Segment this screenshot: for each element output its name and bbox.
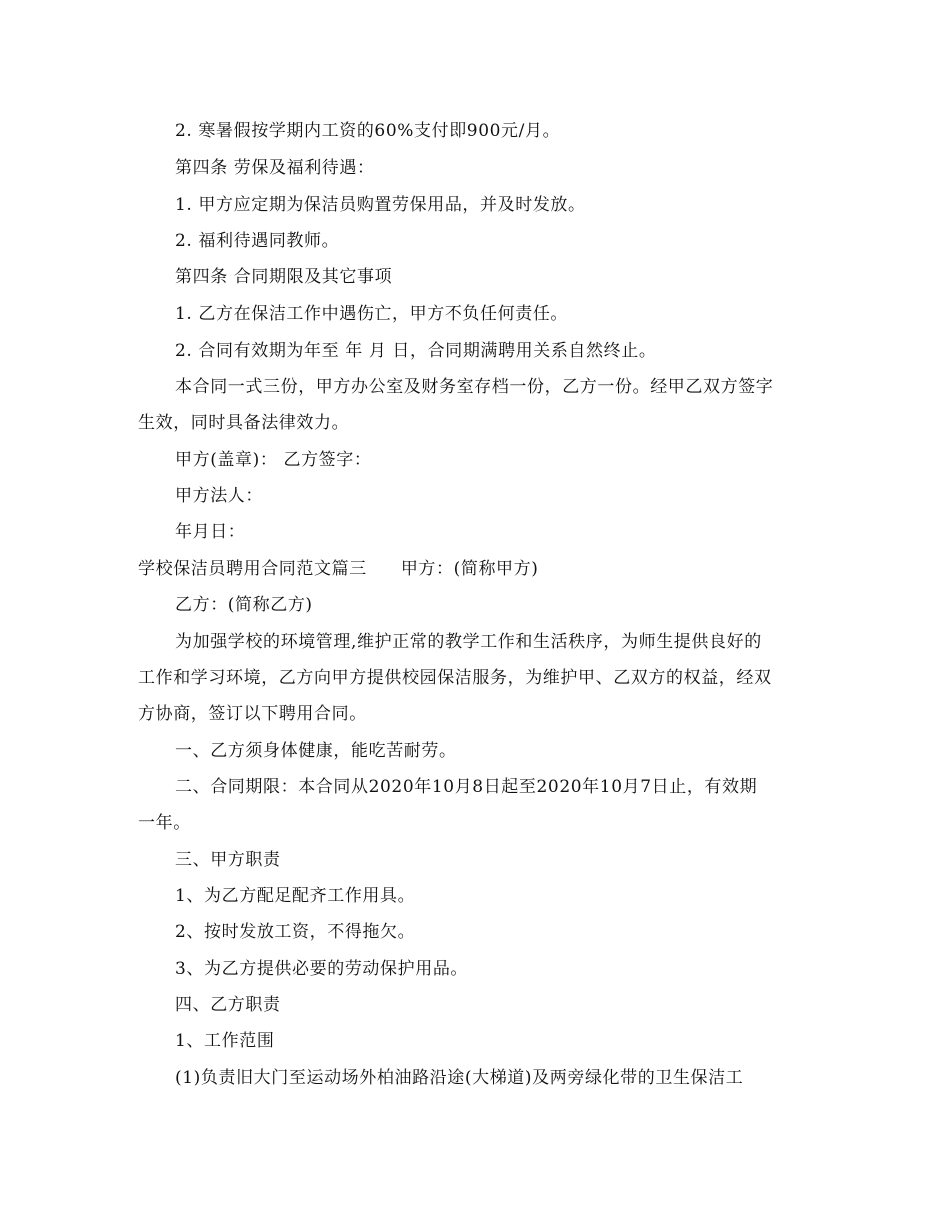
legal-person-line: 甲方法人： [175, 486, 263, 506]
paragraph-line: 2. 寒暑假按学期内工资的60%支付即900元/月。 [175, 121, 561, 141]
paragraph-line: 为加强学校的环境管理,维护正常的教学工作和生活秩序，为师生提供良好的 [175, 632, 762, 652]
party-a-label: 甲方：(简称甲方) [400, 559, 539, 579]
list-item: 2、按时发放工资，不得拖欠。 [175, 922, 416, 942]
date-line: 年月日： [175, 522, 246, 542]
section-heading: 三、甲方职责 [175, 850, 281, 870]
signature-line: 甲方(盖章)： 乙方签字： [175, 450, 372, 470]
document-title-line [138, 559, 538, 579]
section-heading: 第四条 合同期限及其它事项 [175, 267, 393, 287]
paragraph-line: 2. 福利待遇同教师。 [175, 231, 340, 251]
list-item: (1)负责旧大门至运动场外柏油路沿途(大梯道)及两旁绿化带的卫生保洁工 [175, 1068, 744, 1088]
paragraph-line: 1. 乙方在保洁工作中遇伤亡，甲方不负任何责任。 [175, 304, 569, 324]
clause-line: 二、合同期限：本合同从2020年10月8日起至2020年10月7日止，有效期 [175, 777, 758, 797]
document-title: 学校保洁员聘用合同范文篇三 [138, 559, 367, 579]
paragraph-line: 方协商，签订以下聘用合同。 [138, 704, 367, 724]
party-b-label: 乙方：(简称乙方) [175, 595, 313, 615]
paragraph-line: 工作和学习环境，乙方向甲方提供校园保洁服务，为维护甲、乙双方的权益，经双 [138, 668, 772, 688]
section-heading: 第四条 劳保及福利待遇： [175, 158, 375, 178]
paragraph-line: 本合同一式三份，甲方办公室及财务室存档一份，乙方一份。经甲乙双方签字 [175, 377, 774, 397]
clause-line: 一年。 [138, 813, 191, 833]
paragraph-line: 1. 甲方应定期为保洁员购置劳保用品，并及时发放。 [175, 195, 586, 215]
paragraph-line: 生效，同时具备法律效力。 [138, 413, 350, 433]
clause-line: 一、乙方须身体健康，能吃苦耐劳。 [175, 741, 457, 761]
section-heading: 四、乙方职责 [175, 995, 281, 1015]
list-item: 1、工作范围 [175, 1031, 275, 1051]
list-item: 3、为乙方提供必要的劳动保护用品。 [175, 959, 469, 979]
paragraph-line: 2. 合同有效期为年至 年 月 日，合同期满聘用关系自然终止。 [175, 341, 657, 361]
list-item: 1、为乙方配足配齐工作用具。 [175, 886, 416, 906]
